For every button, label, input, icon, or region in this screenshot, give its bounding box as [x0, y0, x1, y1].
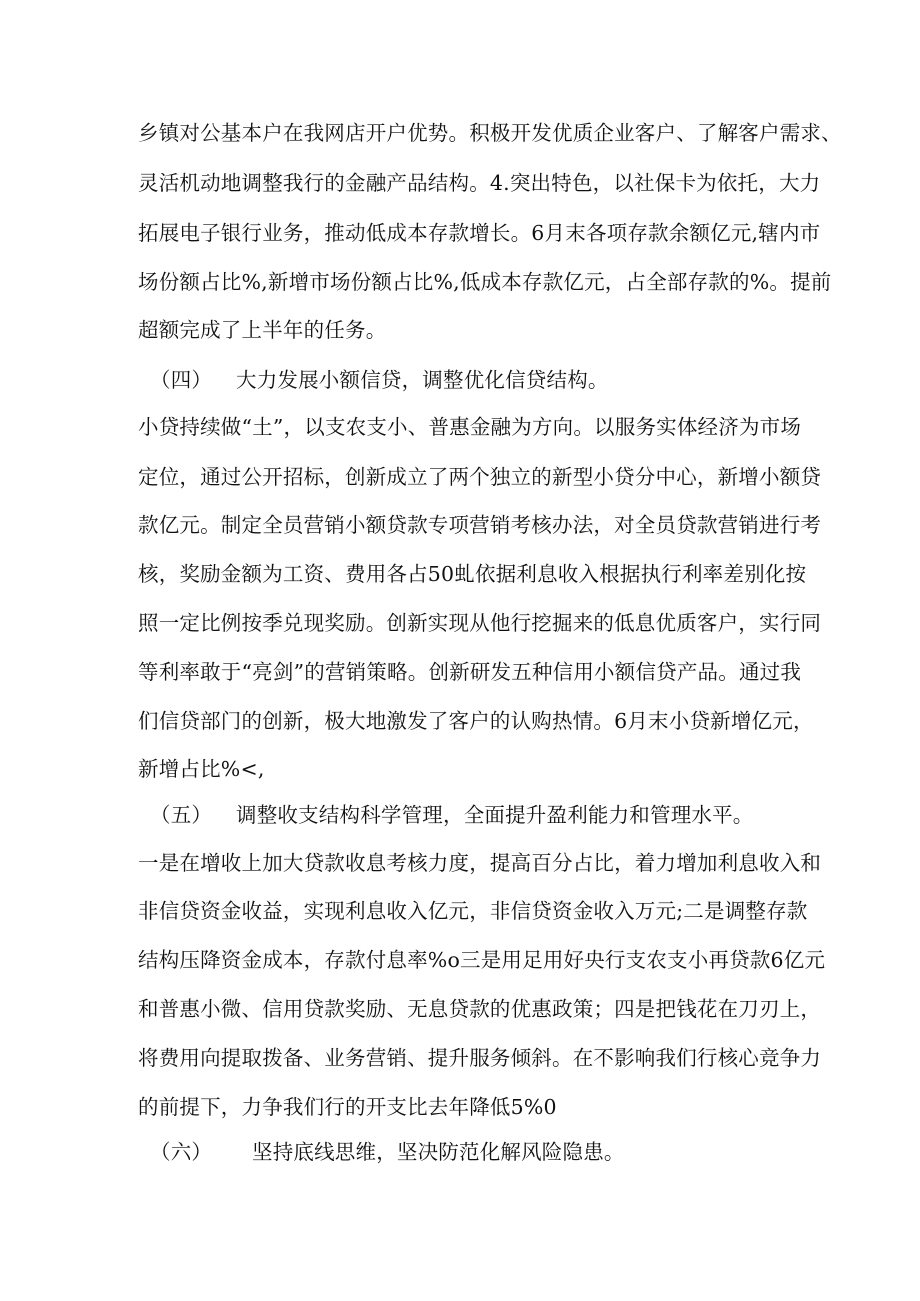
- section-heading-4: [150, 366, 609, 394]
- paragraph-line: 等利率敢于“亮剑”的营销策略。创新研发五种信用小额信贷产品。通过我: [138, 660, 802, 684]
- paragraph-line: 拓展电子银行业务，推动低成本存款增长。6月末各项存款余额亿元,辖内市: [138, 221, 821, 245]
- section-number: （六）: [150, 1140, 213, 1164]
- paragraph-line: 的前提下，力争我们行的开支比去年降低5%0: [138, 1095, 557, 1119]
- paragraph-line: 核，奖励金额为工资、费用各占50虬依据利息收入根据执行利率差别化按: [138, 562, 807, 586]
- paragraph-line: 结构压降资金成本，存款付息率%o三是用足用好央行支农支小再贷款6亿元: [138, 948, 826, 972]
- paragraph-line: 将费用向提取拨备、业务营销、提升服务倾斜。在不影响我们行核心竞争力: [138, 1046, 822, 1070]
- paragraph-line: 们信贷部门的创新，极大地激发了客户的认购热情。6月末小贷新增亿元，: [138, 709, 814, 733]
- section-number: （四）: [150, 368, 213, 392]
- paragraph-line: 定位，通过公开招标，创新成立了两个独立的新型小贷分中心，新增小额贷: [138, 465, 822, 489]
- section-title: 大力发展小额信贷，调整优化信贷结构。: [236, 368, 609, 392]
- section-number: （五）: [150, 803, 213, 827]
- section-heading-6: [150, 1138, 625, 1166]
- section-heading-5: [150, 801, 754, 829]
- paragraph-line: 款亿元。制定全员营销小额贷款专项营销考核办法，对全员贷款营销进行考: [138, 513, 822, 537]
- paragraph-line: 和普惠小微、信用贷款奖励、无息贷款的优惠政策；四是把钱花在刀刃上，: [138, 997, 822, 1021]
- paragraph-line: 场份额占比%,新增市场份额占比%,低成本存款亿元，占全部存款的%。提前: [138, 270, 832, 294]
- paragraph-line: 小贷持续做“土”，以支农支小、普惠金融为方向。以服务实体经济为市场: [138, 415, 802, 439]
- paragraph-line: 灵活机动地调整我行的金融产品结构。4.突出特色，以社保卡为依托，大力: [138, 171, 821, 195]
- paragraph-line: 照一定比例按季兑现奖励。创新实现从他行挖掘来的低息优质客户，实行同: [138, 611, 822, 635]
- section-title: 坚持底线思维，坚决防范化解风险隐患。: [252, 1140, 625, 1164]
- paragraph-line: 新增占比%<,: [138, 757, 265, 781]
- paragraph-line: 非信贷资金收益，实现利息收入亿元，非信贷资金收入万元;二是调整存款: [138, 899, 808, 923]
- paragraph-line: 一是在增收上加大贷款收息考核力度，提高百分占比，着力增加利息收入和: [138, 851, 822, 875]
- paragraph-line: 超额完成了上半年的任务。: [138, 318, 387, 342]
- paragraph-line: 乡镇对公基本户在我网店开户优势。积极开发优质企业客户、了解客户需求、: [138, 121, 842, 145]
- section-title: 调整收支结构科学管理，全面提升盈利能力和管理水平。: [236, 803, 754, 827]
